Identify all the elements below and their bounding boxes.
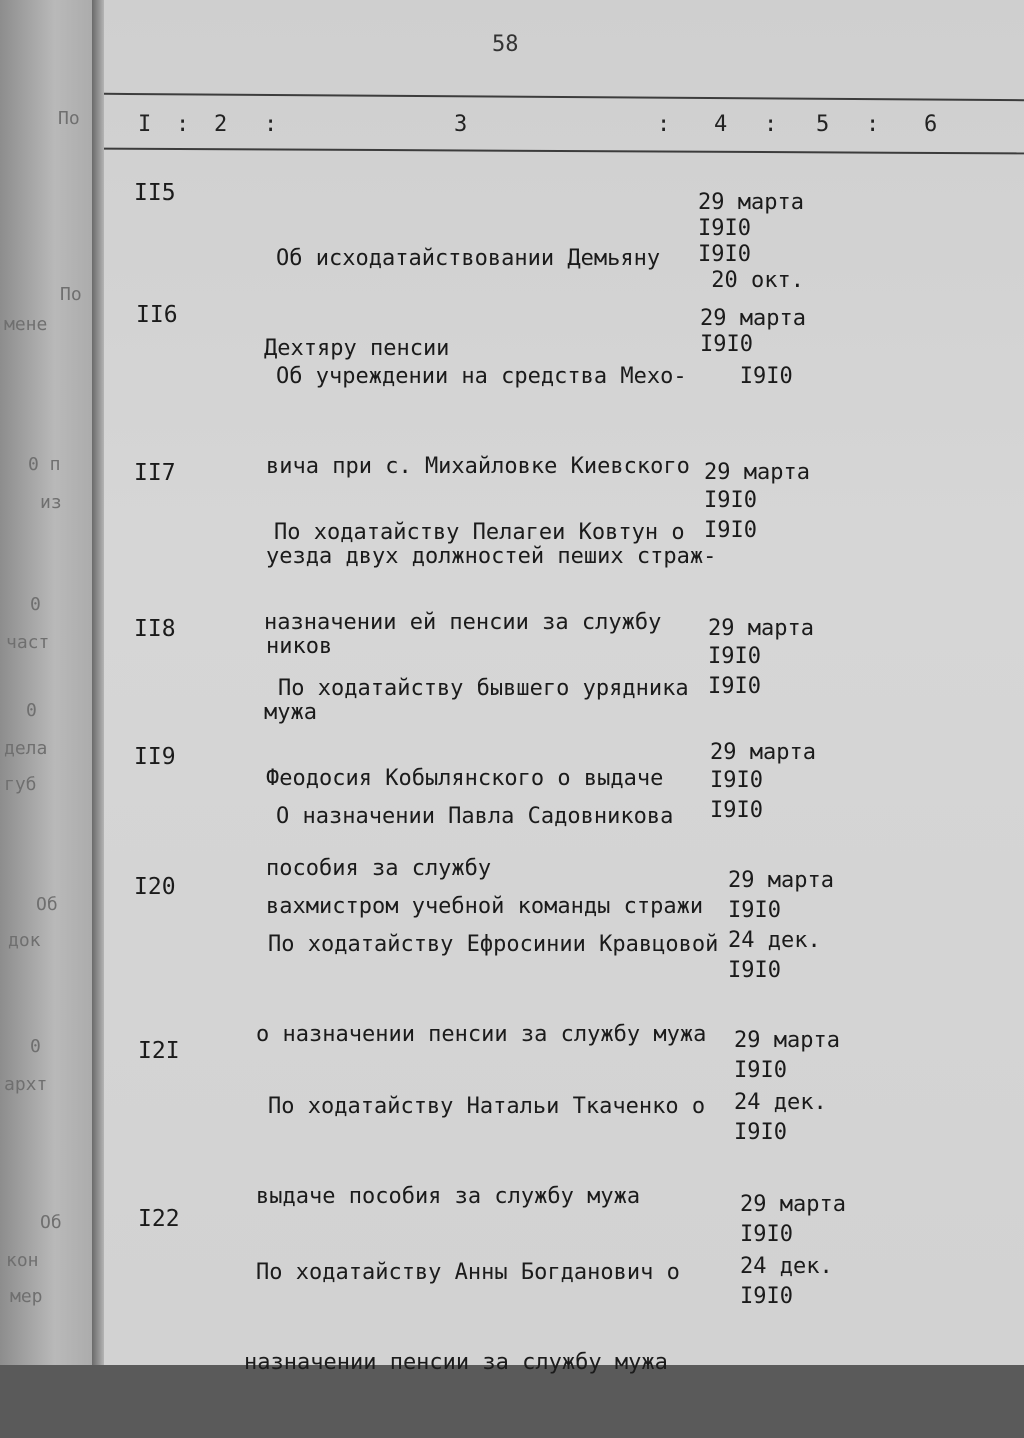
adjacent-page-text: дела	[4, 738, 48, 759]
table-row	[104, 1192, 1024, 1375]
date-line: 24 дек.	[740, 1254, 833, 1279]
entry-title-line: уезда двух должностей пеших страж-	[266, 544, 717, 569]
entry-title-line: Об учреждении на средства Мехо-	[276, 364, 687, 389]
date-line: 24 дек.	[728, 928, 821, 953]
adjacent-page-text: кон	[6, 1250, 39, 1271]
entry-title-line: выдаче пособия за службу мужа	[256, 1184, 641, 1209]
date-line: I9I0	[740, 1284, 793, 1309]
table-row	[104, 866, 1024, 1047]
date-line: 29 марта	[734, 1028, 840, 1053]
entry-number: II7	[134, 460, 176, 486]
entry-number: II9	[134, 744, 176, 770]
date-line: 29 марта	[698, 190, 804, 215]
adjacent-page-text: док	[8, 930, 41, 951]
entry-title-line: вича при с. Михайловке Киевского	[266, 454, 690, 479]
table-row	[104, 1028, 1024, 1209]
adjacent-page-text: 0	[26, 700, 37, 721]
date-line: 29 марта	[740, 1192, 846, 1217]
adjacent-page-text: мене	[4, 314, 48, 335]
entry-number: II6	[136, 302, 178, 328]
adjacent-page-text: губ	[4, 774, 37, 795]
date-line: 29 марта	[728, 868, 834, 893]
adjacent-page-text: из	[40, 492, 62, 513]
entry-title-line: По ходатайству Натальи Ткаченко о	[268, 1094, 706, 1119]
column-header-2: 2	[214, 112, 228, 137]
entry-title-line: По ходатайству Анны Богданович о	[256, 1260, 680, 1285]
adjacent-page-text: Об	[36, 894, 58, 915]
adjacent-page-text: 0 п	[28, 454, 61, 475]
adjacent-page-text: По	[58, 108, 80, 129]
column-separator: :	[176, 112, 190, 137]
entry-title-line: По ходатайству бывшего урядника	[278, 676, 689, 701]
date-line: I9I0	[700, 364, 793, 389]
entry-title-line: назначении пенсии за службу мужа	[244, 1350, 668, 1375]
table-header-bottom-rule	[104, 148, 1024, 155]
adjacent-page-text: 0	[30, 1036, 41, 1057]
entry-number: II5	[134, 180, 176, 206]
entry-title-line: вахмистром учебной команды стражи	[266, 894, 704, 919]
date-line: I9I0	[734, 1120, 787, 1145]
entry-number: I20	[134, 874, 176, 900]
entry-dates	[708, 616, 814, 700]
adjacent-page-edge	[0, 0, 100, 1365]
entry-dates	[734, 1028, 840, 1146]
date-line: I9I0	[704, 518, 757, 543]
date-line: I9I0	[698, 216, 751, 241]
adjacent-page-text: част	[6, 632, 50, 653]
adjacent-page-text: Об	[40, 1212, 62, 1233]
column-header-6: 6	[924, 112, 938, 137]
entry-title-line: Феодосия Кобылянского о выдаче	[266, 766, 664, 791]
entry-title-line: Об исходатайствовании Демьяну	[276, 246, 661, 271]
entry-title-line: назначении ей пенсии за службу	[264, 610, 662, 635]
date-line: I9I0	[734, 1058, 787, 1083]
date-line: I9I0	[710, 768, 763, 793]
date-line: I9I0	[728, 898, 781, 923]
table-header-top-rule	[104, 93, 1024, 101]
column-header-3: 3	[454, 112, 468, 137]
column-separator: :	[866, 112, 880, 137]
entry-dates	[728, 868, 834, 984]
entry-title-line: По ходатайству Пелагеи Ковтун о	[274, 520, 685, 545]
entry-dates	[710, 740, 816, 824]
column-separator: :	[657, 112, 671, 137]
entry-dates	[740, 1192, 846, 1310]
entry-dates	[704, 460, 810, 544]
entry-dates	[698, 190, 804, 294]
date-line: 29 марта	[700, 306, 806, 331]
date-line: I9I0	[708, 674, 761, 699]
entry-title-line: По ходатайству Ефросинии Кравцовой	[268, 932, 719, 957]
column-header-5: 5	[816, 112, 830, 137]
date-line: I9I0	[708, 644, 761, 669]
adjacent-page-text: По	[60, 284, 82, 305]
date-line: 29 марта	[710, 740, 816, 765]
entry-title-line: мужа	[264, 700, 317, 725]
date-line: I9I0	[698, 242, 751, 267]
date-line: 29 марта	[704, 460, 810, 485]
entry-number: I22	[138, 1206, 180, 1232]
entry-number: I2I	[138, 1038, 180, 1064]
date-line: 29 марта	[708, 616, 814, 641]
adjacent-page-text: мер	[10, 1286, 43, 1307]
adjacent-page-text: архт	[4, 1074, 48, 1095]
entry-title-line: ников	[266, 634, 333, 659]
date-line: I9I0	[728, 958, 781, 983]
date-line: I9I0	[700, 332, 753, 357]
document-page	[104, 0, 1024, 1375]
date-line: I9I0	[710, 798, 763, 823]
entry-number: II8	[134, 616, 176, 642]
entry-title	[244, 1198, 680, 1438]
date-line: I9I0	[704, 488, 757, 513]
column-separator: :	[264, 112, 278, 137]
column-header-4: 4	[714, 112, 728, 137]
entry-dates	[700, 306, 806, 390]
adjacent-page-text: 0	[30, 594, 41, 615]
entry-title-line: Дехтяру пенсии	[264, 336, 450, 361]
date-line: 20 окт.	[698, 268, 804, 293]
entry-title-line: о назначении пенсии за службу мужа	[256, 1022, 707, 1047]
column-header-1: I	[138, 112, 152, 137]
entry-title-line: пособия за службу	[266, 856, 492, 881]
column-separator: :	[764, 112, 778, 137]
date-line: I9I0	[740, 1222, 793, 1247]
date-line: 24 дек.	[734, 1090, 827, 1115]
page-number: 58	[492, 32, 519, 57]
entry-title-line: О назначении Павла Садовникова	[276, 804, 674, 829]
